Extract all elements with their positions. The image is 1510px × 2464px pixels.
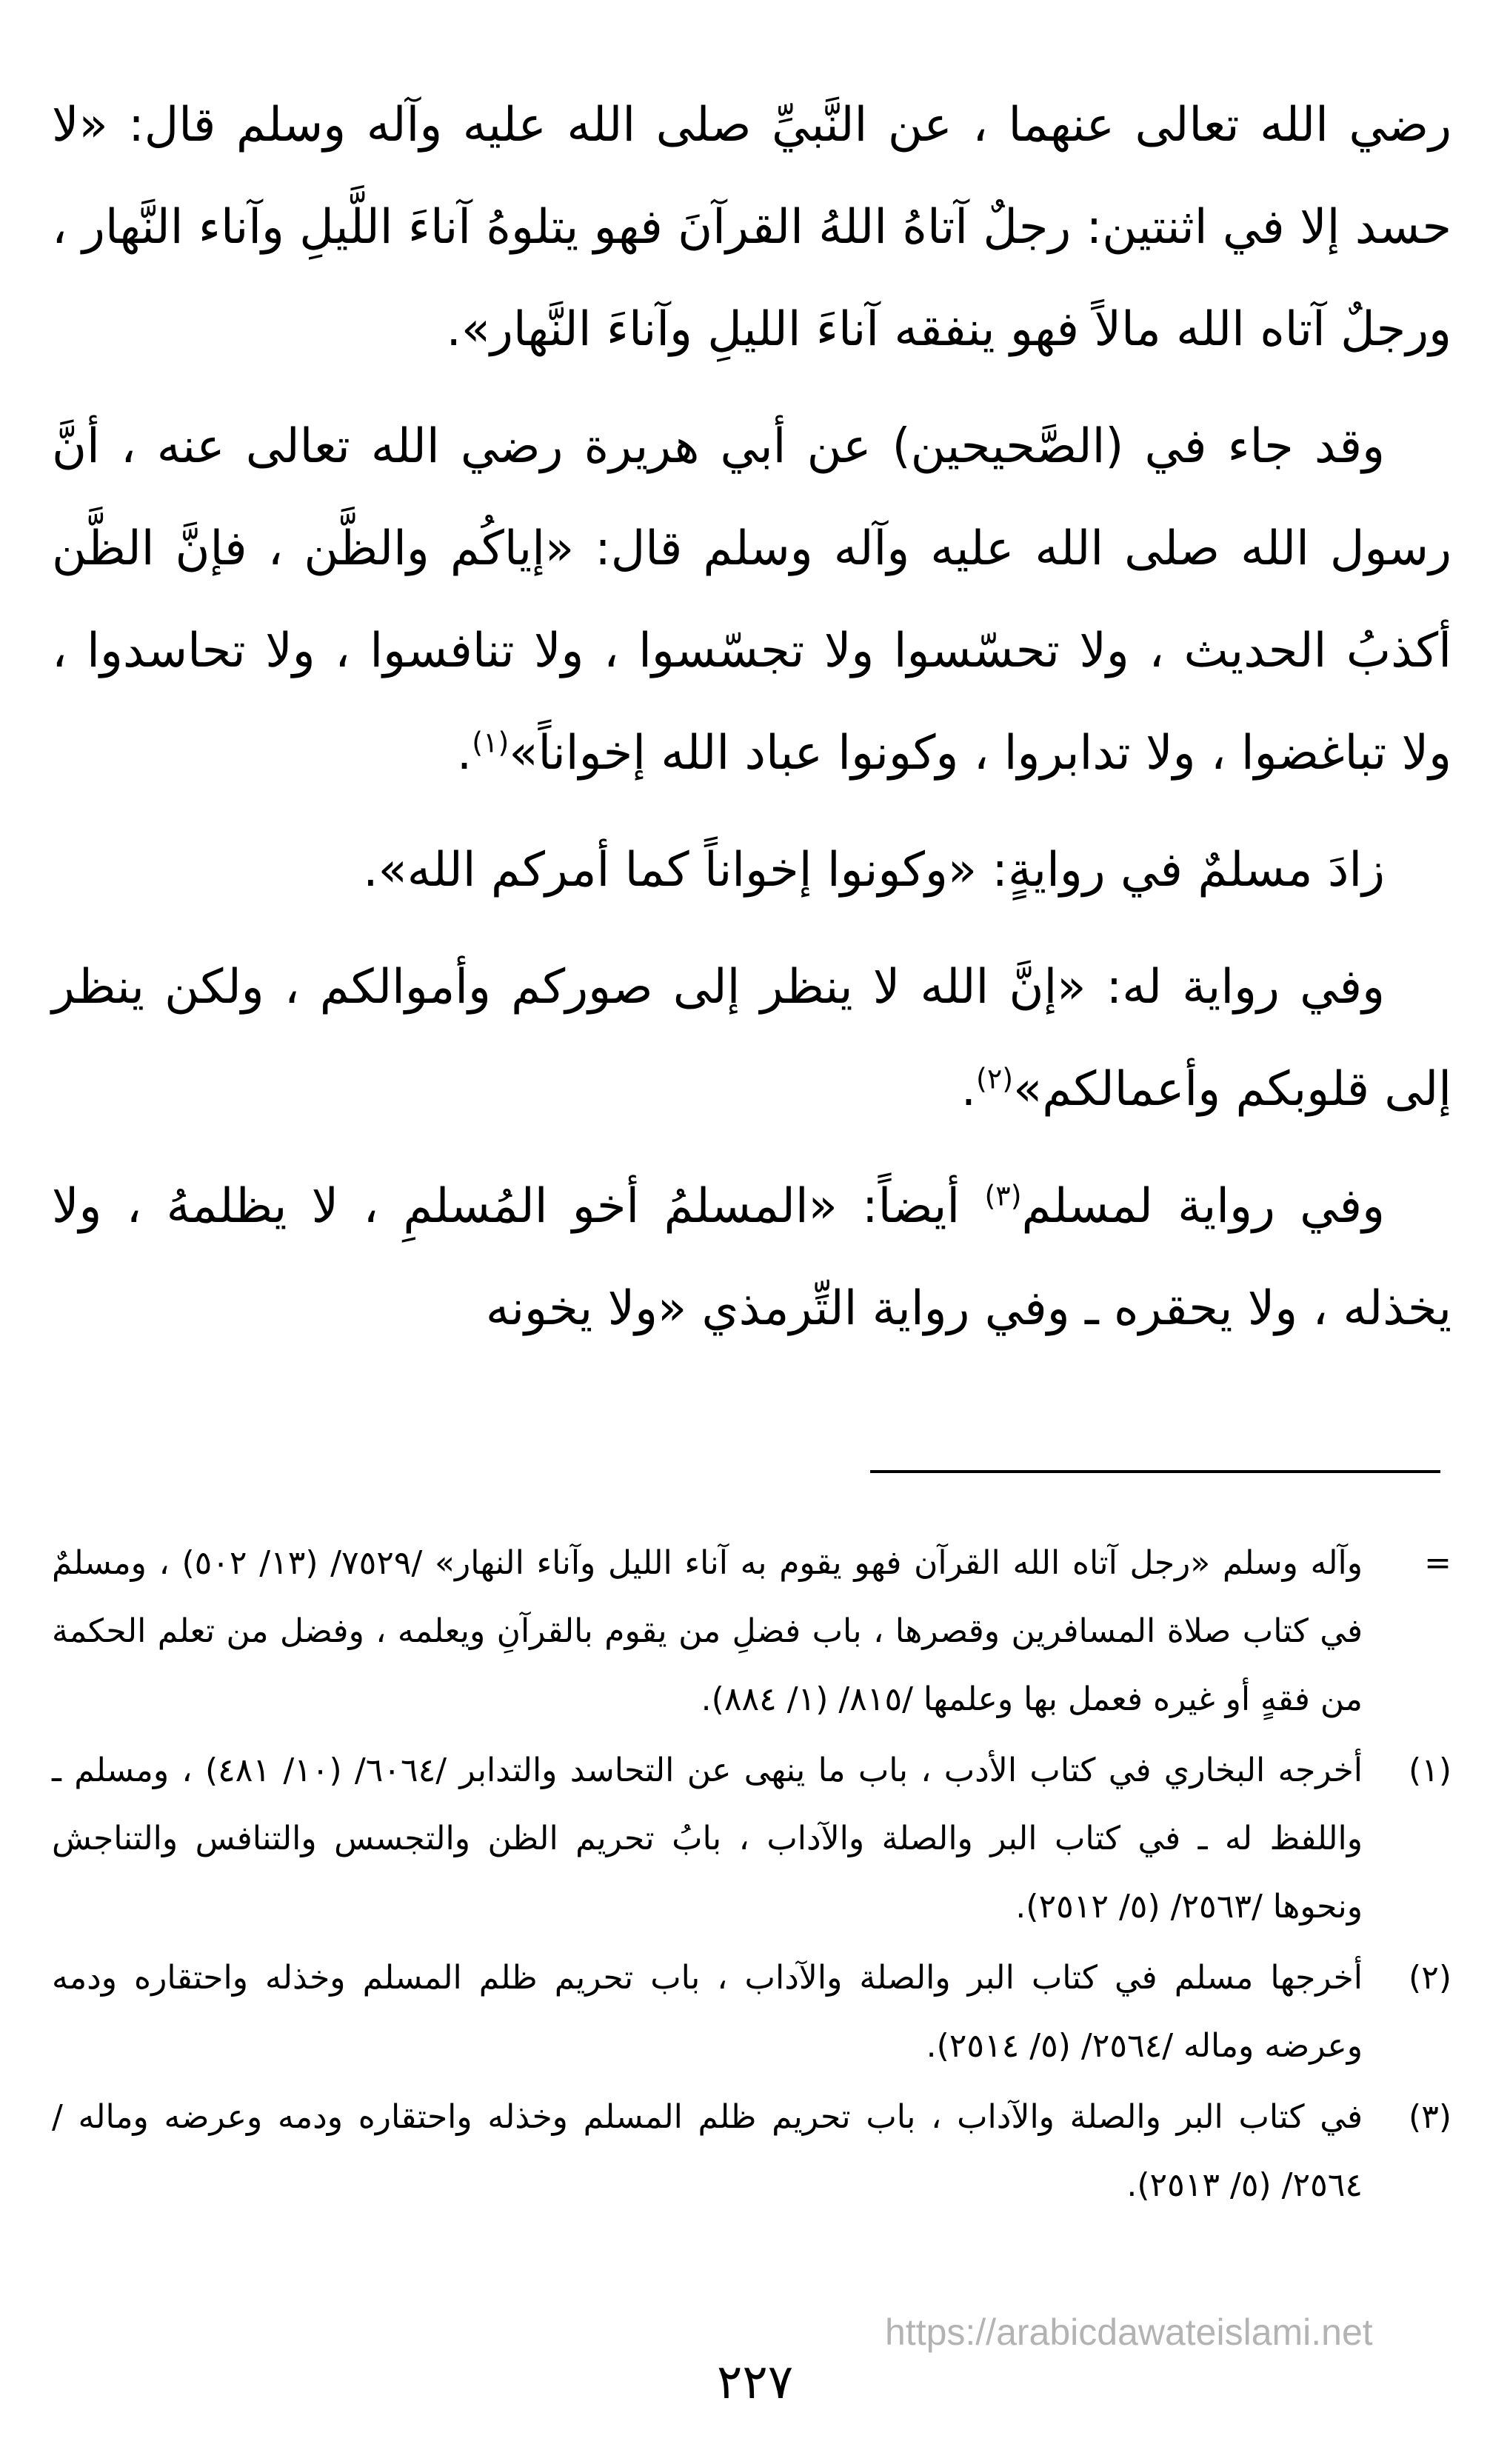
footnote-number: (٢)	[1409, 1959, 1451, 1997]
watermark-url[interactable]: https://arabicdawateislami.net	[885, 2311, 1373, 2353]
footnote-reference-2[interactable]: (٢)	[976, 1062, 1014, 1095]
paragraph-text: وفي رواية له: «إنَّ الله لا ينظر إلى صوركم وأموالكم ، ولكن ينظر إلى قلوبكم وأعمالكم»	[52, 960, 1451, 1117]
footnote-number: (١)	[1409, 1752, 1451, 1789]
paragraph-text: وقد جاء في (الصَّحيحين) عن أبي هريرة رضي الله تعالى عنه ، أنَّ رسول الله صلى الله عليه وآله وسلم قال: «إياكُم والظَّن ، فإنَّ الظَّن أكذبُ الحديث ، ولا تحسّسوا ولا تجسّسوا ، ولا تنافسوا ، ولا تحاسدوا ، ولا تباغضوا ، ولا تدابروا ، وكونوا عباد الله إخواناً»	[52, 419, 1451, 781]
footnote-number: =	[1424, 1544, 1451, 1582]
footnote-continuation	[52, 1529, 1451, 1734]
footnotes	[52, 1529, 1451, 2223]
footnote-separator	[870, 1470, 1440, 1473]
footnote-reference-3[interactable]: (٣)	[984, 1179, 1022, 1212]
main-text	[52, 74, 1451, 1375]
footnote-1	[52, 1737, 1451, 1941]
paragraph-text: أيضاً: «المسلمُ أخو المُسلمِ ، لا يظلمهُ ، ولا يخذله ، ولا يحقره ـ وفي رواية التِّرمذي «ولا يخونه	[52, 1179, 1451, 1336]
footnote-3	[52, 2083, 1451, 2220]
paragraph-hadith-suspicion	[52, 395, 1451, 804]
paragraph-text: وفي رواية لمسلم	[1021, 1179, 1385, 1234]
paragraph-end: .	[456, 726, 472, 781]
footnote-2	[52, 1944, 1451, 2080]
footnote-text: أخرجها مسلم في كتاب البر والصلة والآداب ، باب تحريم ظلم المسلم وخذله واحتقاره ودمه وعرضه وماله /٢٥٦٤/ (٥/ ٢٥١٤).	[52, 1959, 1363, 2065]
paragraph-text: رضي الله تعالى عنهما ، عن النَّبيِّ صلى الله عليه وآله وسلم قال: «لا حسد إلا في اثنتين: رجلٌ آتاهُ اللهُ القرآنَ فهو يتلوهُ آناءَ اللَّيلِ وآناء النَّهار ، ورجلٌ آتاه الله مالاً فهو ينفقه آناءَ الليلِ وآناءَ النَّهار».	[52, 98, 1451, 357]
paragraph-muslim-brother	[52, 1155, 1451, 1360]
footnote-text: أخرجه البخاري في كتاب الأدب ، باب ما ينهى عن التحاسد والتدابر /٦٠٦٤/ (١٠/ ٤٨١) ، ومسلم ـ واللفظ له ـ في كتاب البر والصلة والآداب ، بابُ تحريم الظن والتجسس والتنافس والتناجش ونحوها /٢٥٦٣/ (٥/ ٢٥١٢).	[52, 1752, 1363, 1926]
paragraph-end: .	[961, 1062, 977, 1117]
paragraph-hearts-deeds	[52, 936, 1451, 1141]
page-number: ٢٢٧	[716, 2355, 794, 2410]
paragraph-hadith-envy	[52, 74, 1451, 381]
footnote-number: (٣)	[1409, 2098, 1451, 2136]
paragraph-muslim-addition	[52, 819, 1451, 921]
paragraph-text: زادَ مسلمٌ في روايةٍ: «وكونوا إخواناً كما أمركم الله».	[363, 843, 1385, 898]
footnote-text: وآله وسلم «رجل آتاه الله القرآن فهو يقوم به آناء الليل وآناء النهار» /٧٥٢٩/ (١٣/ ٥٠٢) ، ومسلمٌ في كتاب صلاة المسافرين وقصرها ، باب فضلِ من يقوم بالقرآنِ ويعلمه ، وفضل من تعلم الحكمة من فقهٍ أو غيره فعمل بها وعلمها /٨١٥/ (١/ ٨٨٤).	[52, 1544, 1363, 1718]
footnote-reference-1[interactable]: (١)	[472, 726, 510, 759]
footnote-text: في كتاب البر والصلة والآداب ، باب تحريم ظلم المسلم وخذله واحتقاره ودمه وعرضه وماله /٢٥٦٤/ (٥/ ٢٥١٣).	[52, 2098, 1363, 2204]
